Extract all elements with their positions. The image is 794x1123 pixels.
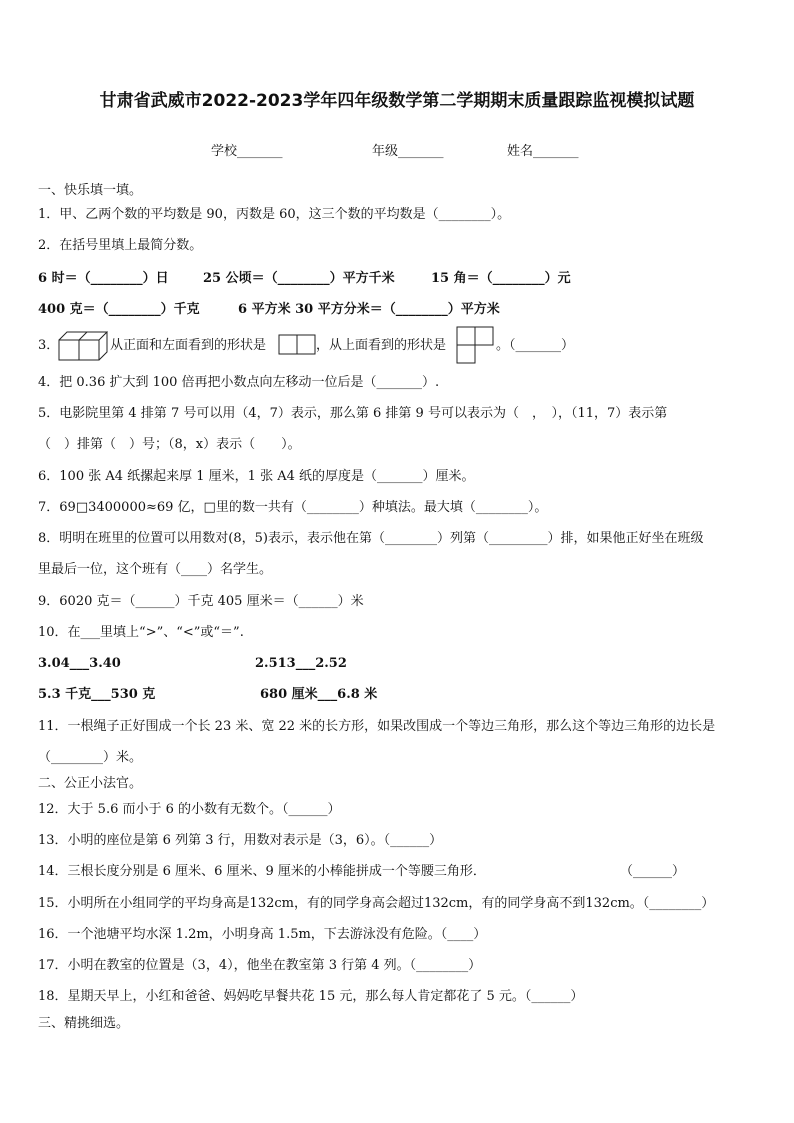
question-5-line-2: （ ）排第（ ）号；（8，x）表示（ ）。 bbox=[38, 437, 301, 452]
question-10b: 2.513___2.52 bbox=[255, 656, 347, 671]
question-10d: 680 厘米___6.8 米 bbox=[260, 687, 378, 702]
question-9: 9．6020 克＝（______）千克 405 厘米＝（______）米 bbox=[38, 594, 364, 609]
question-6: 6．100 张 A4 纸摞起来厚 1 厘米，1 张 A4 纸的厚度是（_______）厘米。 bbox=[38, 469, 475, 484]
question-10: 10．在___里填上“>”、“<”或“＝”. bbox=[38, 625, 244, 640]
question-2a: 6 时＝（________）日 bbox=[38, 271, 169, 286]
question-13: 13．小明的座位是第 6 列第 3 行，用数对表示是（3，6）。（______） bbox=[38, 833, 443, 848]
cube-stack-figure bbox=[58, 331, 108, 361]
page-title: 甘肃省武威市2022-2023学年四年级数学第二学期期末质量跟踪监视模拟试题 bbox=[99, 91, 695, 111]
question-10a: 3.04___3.40 bbox=[38, 656, 121, 671]
question-5-line-1: 5．电影院里第 4 排第 7 号可以用（4，7）表示，那么第 6 排第 9 号可以表示为（ ， ），（11，7）表示第 bbox=[38, 406, 668, 421]
section-3-heading: 三、精挑细选。 bbox=[38, 1016, 130, 1031]
question-3-answer: 。（_______） bbox=[496, 338, 575, 353]
question-11-line-2: （________）米。 bbox=[38, 750, 143, 765]
question-2: 2．在括号里填上最简分数。 bbox=[38, 238, 203, 253]
question-14-answer: （______） bbox=[620, 864, 686, 879]
question-16: 16．一个池塘平均水深 1.2m，小明身高 1.5m，下去游泳没有危险。（____） bbox=[38, 927, 487, 942]
question-3-text-top: ，从上面看到的形状是 bbox=[316, 338, 447, 353]
question-8-line-1: 8．明明在班里的位置可以用数对(8，5)表示，表示他在第（________）列第（_________）排，如果他正好坐在班级 bbox=[38, 531, 704, 546]
top-view-figure bbox=[456, 326, 496, 366]
question-7: 7．69□3400000≈69 亿，□里的数一共有（________）种填法。最大填（________）。 bbox=[38, 500, 548, 515]
question-18: 18．星期天早上，小红和爸爸、妈妈吃早餐共花 15 元，那么每人肯定都花了 5 元。（______） bbox=[38, 989, 584, 1004]
grade-field: 年级_______ bbox=[372, 144, 444, 159]
question-12: 12．大于 5.6 而小于 6 的小数有无数个。（______） bbox=[38, 802, 341, 817]
question-1: 1．甲、乙两个数的平均数是 90，丙数是 60，这三个数的平均数是（________）。 bbox=[38, 207, 511, 222]
school-field: 学校_______ bbox=[211, 144, 283, 159]
question-11-line-1: 11．一根绳子正好围成一个长 23 米、宽 22 米的长方形，如果改围成一个等边三角形，那么这个等边三角形的边长是 bbox=[38, 719, 716, 734]
name-field: 姓名_______ bbox=[507, 144, 579, 159]
section-2-heading: 二、公正小法官。 bbox=[38, 776, 143, 791]
question-4: 4．把 0.36 扩大到 100 倍再把小数点向左移动一位后是（_______）. bbox=[38, 375, 440, 390]
question-3-text-front: 从正面和左面看到的形状是 bbox=[110, 338, 267, 353]
front-view-figure bbox=[278, 334, 316, 356]
question-2c: 15 角＝（________）元 bbox=[431, 271, 571, 286]
question-15: 15．小明所在小组同学的平均身高是132cm，有的同学身高会超过132cm，有的同学身高不到132cm。（________） bbox=[38, 896, 715, 911]
question-17: 17．小明在教室的位置是（3，4），他坐在教室第 3 行第 4 列。（________） bbox=[38, 958, 482, 973]
section-1-heading: 一、快乐填一填。 bbox=[38, 183, 143, 198]
question-2d: 400 克＝（________）千克 bbox=[38, 302, 200, 317]
question-14: 14．三根长度分别是 6 厘米、6 厘米、9 厘米的小棒能拼成一个等腰三角形． bbox=[38, 864, 486, 879]
question-2b: 25 公顷＝（________）平方千米 bbox=[203, 271, 395, 286]
question-3-number: 3． bbox=[38, 338, 60, 353]
question-8-line-2: 里最后一位，这个班有（____）名学生。 bbox=[38, 562, 273, 577]
question-10c: 5.3 千克___530 克 bbox=[38, 687, 156, 702]
question-2e: 6 平方米 30 平方分米＝（________）平方米 bbox=[238, 302, 500, 317]
